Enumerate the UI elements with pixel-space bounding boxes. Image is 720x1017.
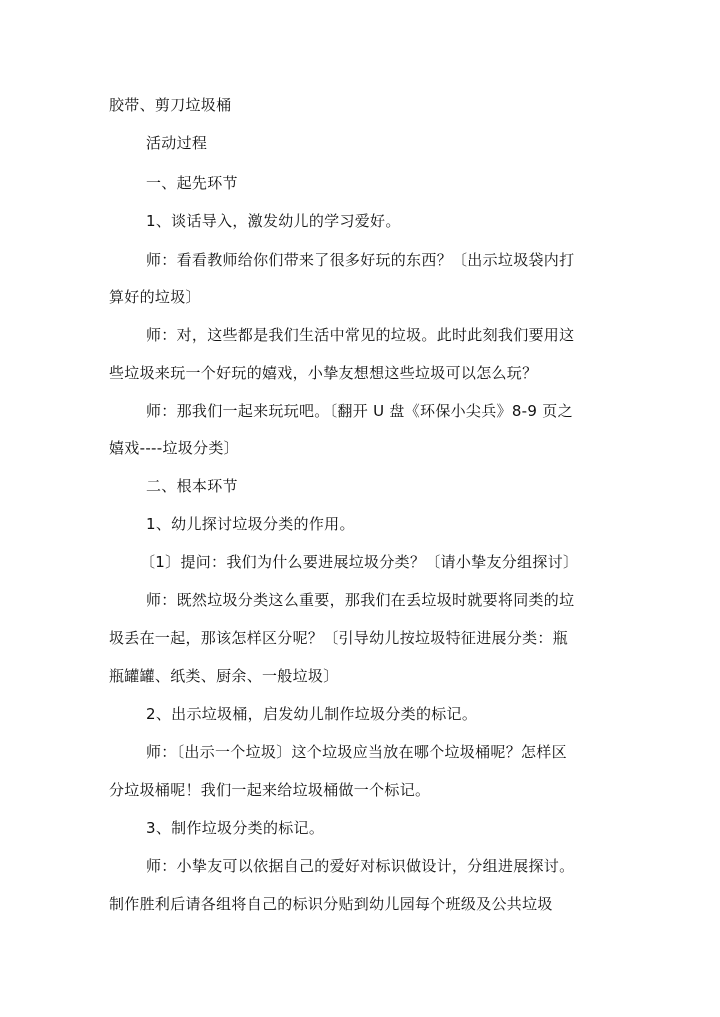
section-heading: 一、起先环节	[146, 174, 238, 192]
text-line: 瓶罐罐、纸类、厨余、一般垃圾〕	[109, 667, 339, 685]
text-line: 〔1〕提问：我们为什么要进展垃圾分类？〔请小挚友分组探讨〕	[140, 553, 579, 571]
section-heading: 活动过程	[146, 134, 208, 152]
text-line: 1、幼儿探讨垃圾分类的作用。	[146, 515, 355, 533]
text-line: 2、出示垃圾桶，启发幼儿制作垃圾分类的标记。	[146, 705, 478, 723]
text-line: 师：既然垃圾分类这么重要，那我们在丢垃圾时就要将同类的垃	[146, 591, 575, 609]
text-line: 3、制作垃圾分类的标记。	[146, 819, 325, 837]
text-line: 嬉戏----垃圾分类〕	[109, 439, 239, 457]
text-line: 胶带、剪刀垃圾桶	[109, 96, 232, 114]
text-line: 圾丢在一起，那该怎样区分呢？〔引导幼儿按垃圾特征进展分类：瓶	[109, 629, 569, 647]
text-line: 师：对，这些都是我们生活中常见的垃圾。此时此刻我们要用这	[146, 326, 575, 344]
text-line: 1、谈话导入，激发幼儿的学习爱好。	[146, 212, 401, 230]
text-line: 分垃圾桶呢！我们一起来给垃圾桶做一个标记。	[109, 781, 431, 799]
text-line: 些垃圾来玩一个好玩的嬉戏，小挚友想想这些垃圾可以怎么玩？	[109, 364, 538, 382]
text-line: 师：那我们一起来玩玩吧。〔翻开 U 盘《环保小尖兵》8-9 页之	[146, 402, 573, 420]
text-line: 师：〔出示一个垃圾〕这个垃圾应当放在哪个垃圾桶呢？怎样区	[146, 743, 567, 761]
text-line: 师：看看教师给你们带来了很多好玩的东西？〔出示垃圾袋内打	[146, 251, 575, 269]
section-heading: 二、根本环节	[146, 477, 238, 495]
text-line: 师：小挚友可以依据自己的爱好对标识做设计，分组进展探讨。	[146, 857, 575, 875]
text-line: 制作胜利后请各组将自己的标识分贴到幼儿园每个班级及公共垃圾	[109, 895, 553, 913]
text-line: 算好的垃圾〕	[109, 288, 201, 306]
